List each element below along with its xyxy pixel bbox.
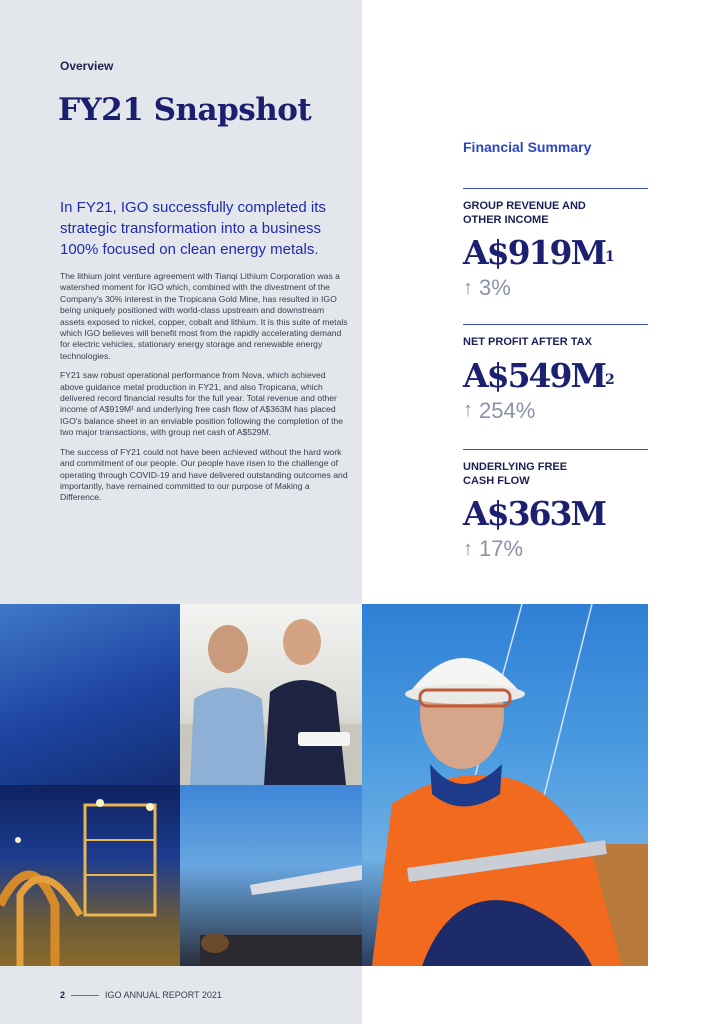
page-number: 2 (60, 990, 66, 1000)
metric-net-profit (463, 324, 648, 424)
photo-blue-panel (0, 604, 180, 785)
plant-illustration (0, 785, 180, 966)
metric-label: GROUP REVENUE AND OTHER INCOME (463, 200, 586, 226)
arrow-up-icon: ↑ (463, 276, 473, 299)
metric-value: $A\$549M^2$ (463, 355, 615, 395)
page-footer (60, 990, 222, 1000)
financial-summary-heading: Financial Summary (463, 139, 592, 155)
page-title: FY21 Snapshot (58, 92, 312, 128)
metric-value: $A\$919M^1$ (463, 233, 615, 272)
photo-field-worker (362, 604, 648, 966)
site-illustration (180, 785, 362, 966)
body-paragraph: The success of FY21 could not have been achieved without the hard work and commitment of our people. Our people have risen to the challenge of operating through COVID-19 and have delivered outstanding outcomes and importantly, have remained committed to our purpose of Making a Difference. (60, 446, 348, 503)
body-paragraph: The lithium joint venture agreement with Tianqi Lithium Corporation was a watershed moment for IGO which, combined with the divestment of the Company's 30% interest in the Tropicana Gold Mine, has resulted in IGO being uniquely positioned with world-class upstream and downstream assets exposed to nickel, copper, cobalt and lithium. It is this suite of metals which IGO believes will benefit most from the rapidly accelerating demand for electric vehicles, stationary energy storage and renewable energy technologies. (60, 271, 348, 361)
worker-illustration (362, 604, 648, 966)
metric-free-cash-flow (463, 449, 648, 562)
photo-office-meeting (180, 604, 362, 785)
metric-value: A$363M (463, 494, 605, 533)
intro-text: In FY21, IGO successfully completed its strategic transformation into a business 100% focused on clean energy metals. (60, 199, 326, 258)
metric-group-revenue (463, 188, 648, 301)
arrow-up-icon: ↑ (463, 537, 473, 560)
section-label: Overview (60, 59, 114, 73)
metric-change: ↑ 3% (463, 275, 511, 300)
metric-change: ↑ 254% (463, 397, 536, 423)
footer-rule (71, 995, 99, 996)
photo-collage (0, 604, 648, 966)
photo-processing-plant (0, 785, 180, 966)
report-name: IGO ANNUAL REPORT 2021 (105, 990, 222, 1000)
metric-label: UNDERLYING FREE CASH FLOW (463, 461, 568, 487)
photo-site-structure (180, 785, 362, 966)
footnote-marker: 2 (604, 371, 615, 388)
footnote-marker: 1 (604, 249, 615, 265)
body-paragraph: FY21 saw robust operational performance from Nova, which achieved above guidance metal production in FY21, and also Tropicana, which delivered record financial results for the full year. Total revenue and other income of A$919M¹ and underlying free cash flow of A$363M has placed IGO's balance sheet in an enviable position following the completion of the two major transactions, with group net cash of A$529M. (60, 370, 344, 438)
metric-label: NET PROFIT AFTER TAX (463, 336, 592, 348)
metric-change: ↑ 17% (463, 536, 524, 561)
body-text (60, 271, 350, 512)
office-illustration (180, 604, 362, 785)
arrow-up-icon: ↑ (463, 399, 473, 421)
